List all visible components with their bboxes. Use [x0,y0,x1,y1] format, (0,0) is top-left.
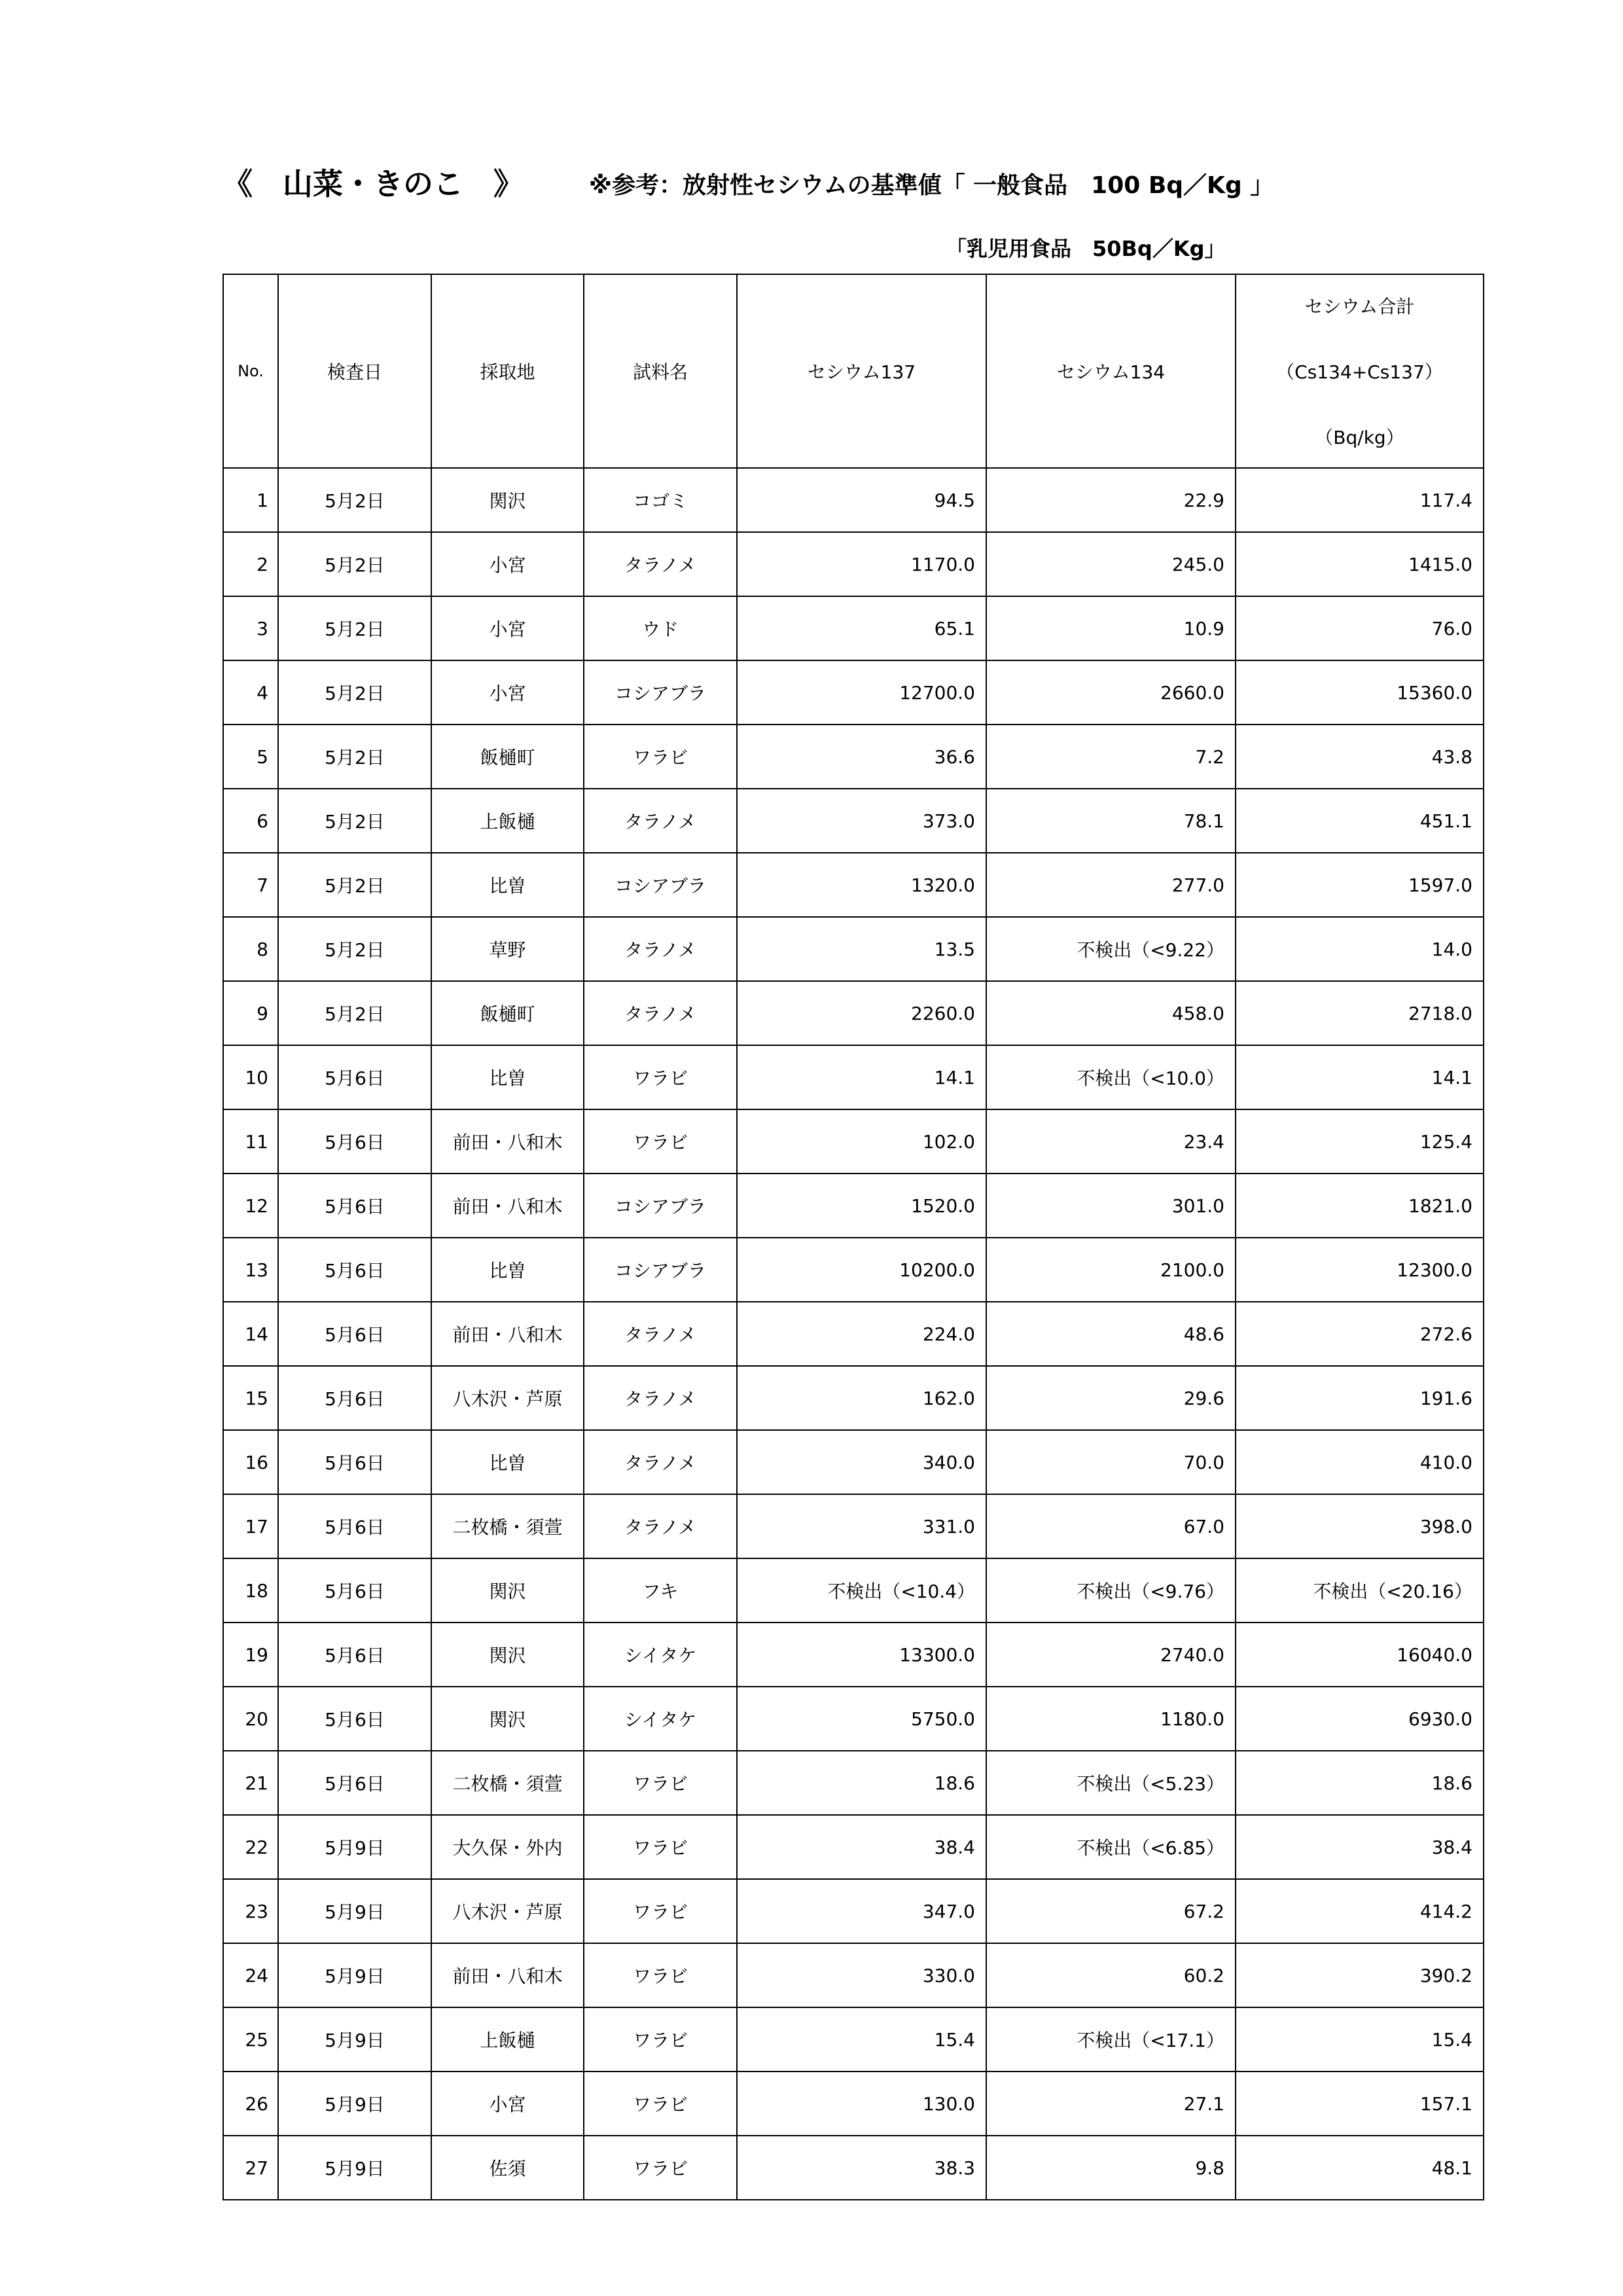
cell-cs137: 330.0 [737,1943,986,2007]
cell-sample: コゴミ [584,468,737,532]
cell-cs134: 48.6 [986,1302,1236,1366]
cell-sample: ワラビ [584,1943,737,2007]
cell-total: 43.8 [1236,725,1484,789]
cell-no: 27 [223,2136,278,2200]
header-location: 採取地 [431,274,584,468]
table-row [223,1879,1484,1943]
cell-date: 5月6日 [278,1174,431,1238]
cell-date: 5月9日 [278,2007,431,2072]
cell-location: 比曽 [431,1238,584,1302]
table-row [223,1238,1484,1302]
cell-cs137: 373.0 [737,789,986,853]
cell-cs134: 不検出（<9.76） [986,1558,1236,1623]
cell-location: 小宮 [431,532,584,596]
cell-location: 上飯樋 [431,789,584,853]
cell-location: 二枚橋・須萱 [431,1494,584,1558]
cell-cs137: 162.0 [737,1366,986,1430]
cell-location: 比曽 [431,1045,584,1109]
cell-location: 関沢 [431,1623,584,1687]
cell-no: 12 [223,1174,278,1238]
cell-cs134: 277.0 [986,853,1236,917]
header-total-label: セシウム合計 [1304,296,1415,317]
cell-location: 八木沢・芦原 [431,1366,584,1430]
cell-cs137: 38.3 [737,2136,986,2200]
cell-no: 2 [223,532,278,596]
header-total [1236,274,1484,468]
cell-total: 18.6 [1236,1751,1484,1815]
cell-date: 5月9日 [278,1815,431,1879]
cell-cs134: 2100.0 [986,1238,1236,1302]
cell-total: 1597.0 [1236,853,1484,917]
table-row [223,1302,1484,1366]
cell-cs137: 1170.0 [737,532,986,596]
table-row [223,1687,1484,1751]
header-no: No. [223,274,278,468]
cell-no: 23 [223,1879,278,1943]
cell-total: 272.6 [1236,1302,1484,1366]
cell-cs134: 9.8 [986,2136,1236,2200]
cell-date: 5月2日 [278,789,431,853]
table-row [223,917,1484,981]
table-row [223,1815,1484,1879]
cell-sample: シイタケ [584,1623,737,1687]
cell-cs137: 13.5 [737,917,986,981]
cell-cs134: 不検出（<10.0） [986,1045,1236,1109]
cell-cs137: 102.0 [737,1109,986,1174]
cell-location: 前田・八和木 [431,1302,584,1366]
cell-total: 1415.0 [1236,532,1484,596]
cell-date: 5月9日 [278,2136,431,2200]
cell-sample: タラノメ [584,1302,737,1366]
cell-no: 4 [223,660,278,725]
cell-no: 21 [223,1751,278,1815]
cell-cs134: 不検出（<5.23） [986,1751,1236,1815]
cell-no: 26 [223,2072,278,2136]
cell-cs137: 38.4 [737,1815,986,1879]
table-row [223,1045,1484,1109]
cell-total: 14.1 [1236,1045,1484,1109]
cell-total: 38.4 [1236,1815,1484,1879]
table-row [223,789,1484,853]
cesium-results-table [223,274,1484,2200]
cell-sample: タラノメ [584,789,737,853]
page-title: 《 山菜・きのこ 》 [223,166,524,202]
cell-total: 16040.0 [1236,1623,1484,1687]
cell-date: 5月6日 [278,1045,431,1109]
cell-total: 390.2 [1236,1943,1484,2007]
cell-date: 5月6日 [278,1238,431,1302]
header-total-unit: （Bq/kg） [1315,427,1404,448]
cell-cs134: 458.0 [986,981,1236,1045]
cell-no: 20 [223,1687,278,1751]
cell-location: 関沢 [431,1687,584,1751]
table-row [223,1174,1484,1238]
cell-total: 14.0 [1236,917,1484,981]
cell-total: 6930.0 [1236,1687,1484,1751]
cell-date: 5月6日 [278,1430,431,1494]
header-sample: 試料名 [584,274,737,468]
cell-location: 小宮 [431,660,584,725]
cell-location: 大久保・外内 [431,1815,584,1879]
cell-sample: ワラビ [584,1815,737,1879]
cell-cs134: 不検出（<6.85） [986,1815,1236,1879]
cell-date: 5月6日 [278,1109,431,1174]
cell-cs134: 23.4 [986,1109,1236,1174]
cell-no: 17 [223,1494,278,1558]
cell-cs134: 67.0 [986,1494,1236,1558]
cell-date: 5月2日 [278,853,431,917]
cell-sample: コシアブラ [584,853,737,917]
cell-cs137: 65.1 [737,596,986,660]
cell-sample: タラノメ [584,1494,737,1558]
cell-location: 草野 [431,917,584,981]
table-row [223,1558,1484,1623]
table-row [223,981,1484,1045]
cell-date: 5月6日 [278,1558,431,1623]
cell-sample: ワラビ [584,1879,737,1943]
cell-total: 451.1 [1236,789,1484,853]
cell-no: 25 [223,2007,278,2072]
cell-total: 76.0 [1236,596,1484,660]
table-row [223,725,1484,789]
cell-location: 小宮 [431,2072,584,2136]
cell-sample: ワラビ [584,2136,737,2200]
cell-no: 6 [223,789,278,853]
cell-no: 16 [223,1430,278,1494]
cell-cs134: 2660.0 [986,660,1236,725]
cell-location: 関沢 [431,1558,584,1623]
cell-sample: シイタケ [584,1687,737,1751]
cell-location: 前田・八和木 [431,1109,584,1174]
cell-no: 9 [223,981,278,1045]
cell-total: 1821.0 [1236,1174,1484,1238]
table-row [223,2136,1484,2200]
header-total-formula: （Cs134+Cs137） [1276,361,1443,383]
cell-date: 5月2日 [278,660,431,725]
cell-total: 410.0 [1236,1430,1484,1494]
cell-cs134: 10.9 [986,596,1236,660]
cell-location: 上飯樋 [431,2007,584,2072]
cell-total: 157.1 [1236,2072,1484,2136]
cell-cs134: 78.1 [986,789,1236,853]
table-row [223,1366,1484,1430]
table-row [223,1943,1484,2007]
cell-total: 191.6 [1236,1366,1484,1430]
cell-total: 12300.0 [1236,1238,1484,1302]
cell-cs134: 1180.0 [986,1687,1236,1751]
table-row [223,1751,1484,1815]
cell-no: 3 [223,596,278,660]
cell-cs134: 不検出（<17.1） [986,2007,1236,2072]
cell-sample: フキ [584,1558,737,1623]
header-cs134: セシウム134 [986,274,1236,468]
cell-cs134: 67.2 [986,1879,1236,1943]
table-row [223,1494,1484,1558]
table-body [223,468,1484,2200]
cell-sample: コシアブラ [584,1174,737,1238]
header-total-stack [1236,293,1483,450]
cell-cs137: 331.0 [737,1494,986,1558]
cell-sample: ワラビ [584,1109,737,1174]
cell-total: 398.0 [1236,1494,1484,1558]
cell-cs134: 27.1 [986,2072,1236,2136]
cell-location: 前田・八和木 [431,1943,584,2007]
table-row [223,596,1484,660]
cell-cs134: 不検出（<9.22） [986,917,1236,981]
cell-cs137: 1320.0 [737,853,986,917]
cell-cs137: 不検出（<10.4） [737,1558,986,1623]
cell-location: 比曽 [431,1430,584,1494]
cell-no: 14 [223,1302,278,1366]
cell-location: 飯樋町 [431,981,584,1045]
cell-no: 15 [223,1366,278,1430]
cell-total: 125.4 [1236,1109,1484,1174]
table-row [223,660,1484,725]
cell-sample: ワラビ [584,2007,737,2072]
cell-location: 小宮 [431,596,584,660]
cell-date: 5月2日 [278,917,431,981]
cell-sample: タラノメ [584,981,737,1045]
cell-location: 佐須 [431,2136,584,2200]
cell-location: 二枚橋・須萱 [431,1751,584,1815]
cell-date: 5月6日 [278,1302,431,1366]
cell-date: 5月2日 [278,981,431,1045]
cell-sample: タラノメ [584,1366,737,1430]
cell-cs137: 10200.0 [737,1238,986,1302]
cell-total: 15.4 [1236,2007,1484,2072]
cell-cs134: 60.2 [986,1943,1236,2007]
cell-sample: コシアブラ [584,660,737,725]
cell-no: 8 [223,917,278,981]
table-row [223,468,1484,532]
reference-standard-infant: 「乳児用食品 50Bq／Kg」 [946,236,1226,261]
cell-sample: コシアブラ [584,1238,737,1302]
cell-cs134: 22.9 [986,468,1236,532]
cell-total: 48.1 [1236,2136,1484,2200]
cell-cs134: 301.0 [986,1174,1236,1238]
cell-cs137: 12700.0 [737,660,986,725]
cell-location: 比曽 [431,853,584,917]
cell-no: 10 [223,1045,278,1109]
cell-cs137: 5750.0 [737,1687,986,1751]
cell-cs134: 2740.0 [986,1623,1236,1687]
cell-total: 117.4 [1236,468,1484,532]
cell-location: 前田・八和木 [431,1174,584,1238]
cell-no: 13 [223,1238,278,1302]
cell-location: 八木沢・芦原 [431,1879,584,1943]
cell-no: 22 [223,1815,278,1879]
table-row [223,2072,1484,2136]
cell-total: 414.2 [1236,1879,1484,1943]
header-date: 検査日 [278,274,431,468]
cell-location: 飯樋町 [431,725,584,789]
table-row [223,532,1484,596]
cell-sample: ワラビ [584,1045,737,1109]
cell-date: 5月6日 [278,1687,431,1751]
table-row [223,2007,1484,2072]
cell-date: 5月6日 [278,1623,431,1687]
cell-cs134: 245.0 [986,532,1236,596]
cell-no: 5 [223,725,278,789]
cell-sample: ウド [584,596,737,660]
cell-date: 5月6日 [278,1366,431,1430]
cell-cs137: 18.6 [737,1751,986,1815]
cell-total: 不検出（<20.16） [1236,1558,1484,1623]
cell-sample: ワラビ [584,1751,737,1815]
cell-cs137: 36.6 [737,725,986,789]
cell-cs134: 7.2 [986,725,1236,789]
table-header [223,274,1484,468]
cell-cs137: 14.1 [737,1045,986,1109]
cell-no: 19 [223,1623,278,1687]
table-row [223,1109,1484,1174]
cell-sample: タラノメ [584,532,737,596]
table-row [223,853,1484,917]
cell-date: 5月6日 [278,1494,431,1558]
cell-date: 5月6日 [278,1751,431,1815]
cell-date: 5月9日 [278,1879,431,1943]
table-row [223,1623,1484,1687]
cell-sample: ワラビ [584,725,737,789]
cell-date: 5月2日 [278,532,431,596]
cell-total: 15360.0 [1236,660,1484,725]
cell-cs137: 130.0 [737,2072,986,2136]
cell-cs134: 70.0 [986,1430,1236,1494]
cell-no: 1 [223,468,278,532]
header-cs137: セシウム137 [737,274,986,468]
cell-date: 5月2日 [278,725,431,789]
cell-sample: タラノメ [584,917,737,981]
cell-no: 11 [223,1109,278,1174]
reference-standard-general: ※参考：放射性セシウムの基準値「 一般食品 100 Bq／Kg 」 [589,172,1274,199]
cell-date: 5月2日 [278,468,431,532]
cell-location: 関沢 [431,468,584,532]
cell-no: 18 [223,1558,278,1623]
cell-cs137: 340.0 [737,1430,986,1494]
cell-cs137: 2260.0 [737,981,986,1045]
cell-cs137: 347.0 [737,1879,986,1943]
cell-no: 24 [223,1943,278,2007]
cell-cs137: 15.4 [737,2007,986,2072]
table-row [223,1430,1484,1494]
cell-date: 5月9日 [278,1943,431,2007]
cell-date: 5月9日 [278,2072,431,2136]
cell-cs134: 29.6 [986,1366,1236,1430]
cell-cs137: 13300.0 [737,1623,986,1687]
header-row [223,274,1484,468]
cell-no: 7 [223,853,278,917]
cell-sample: タラノメ [584,1430,737,1494]
cell-cs137: 94.5 [737,468,986,532]
cell-date: 5月2日 [278,596,431,660]
cell-sample: ワラビ [584,2072,737,2136]
cell-total: 2718.0 [1236,981,1484,1045]
cell-cs137: 224.0 [737,1302,986,1366]
cell-cs137: 1520.0 [737,1174,986,1238]
